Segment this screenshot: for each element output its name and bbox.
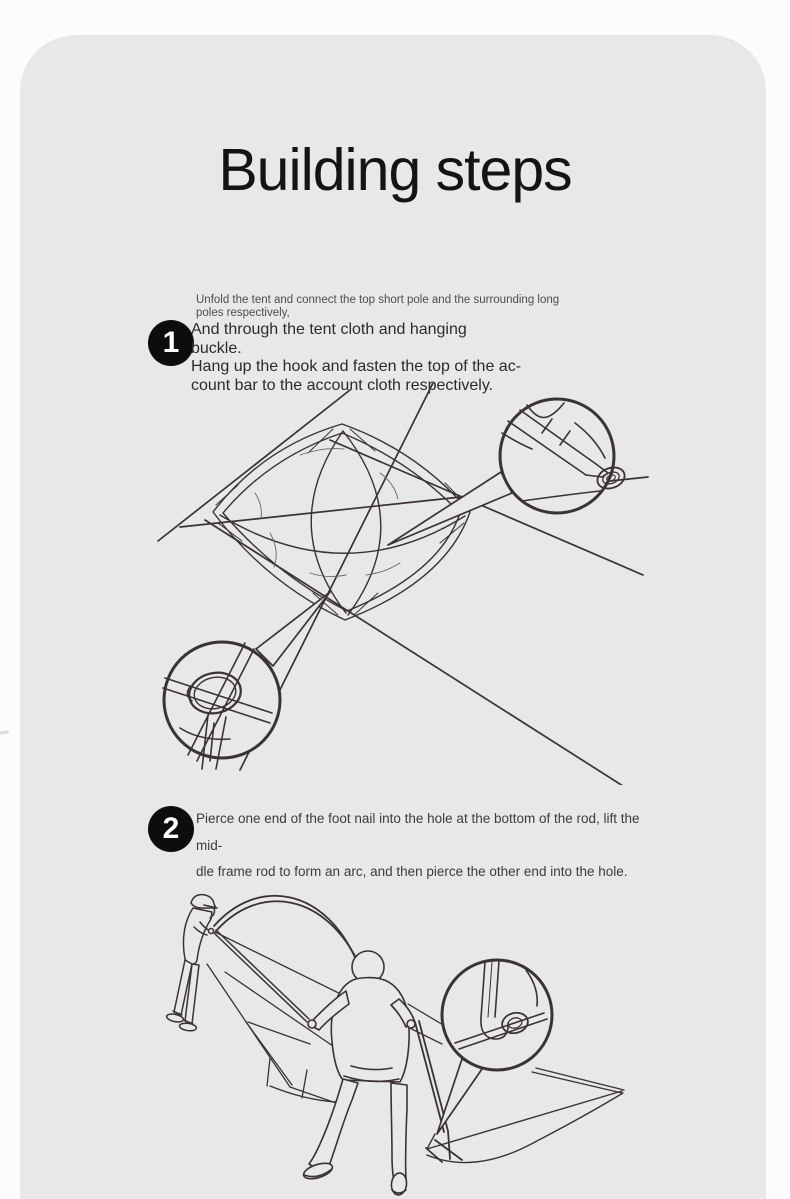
- person-left: [166, 895, 217, 1032]
- step-2-line: dle frame rod to form an arc, and then pierce the other end into the hole.: [196, 864, 628, 879]
- page-title: Building steps: [218, 137, 572, 203]
- magnifier-foot-nail: [437, 960, 552, 1134]
- step-1-line: And through the tent cloth and hanging buckle.: [191, 321, 467, 357]
- step-2-number: 2: [162, 812, 180, 845]
- step-1-note-line: Unfold the tent and connect the top short pole and the surrounding long: [196, 294, 560, 306]
- step-2-line: Pierce one end of the foot nail into the hole at the bottom of the rod, lift the mid-: [196, 811, 640, 853]
- step-1-number: 1: [162, 326, 180, 359]
- step-1-line: count bar to the account cloth respectively.: [191, 376, 494, 394]
- magnifier-corner-grommet: [163, 592, 330, 769]
- step-1-note: [196, 294, 616, 320]
- step-1-note-line: poles respectively,: [196, 307, 290, 319]
- step-1-badge: [148, 320, 194, 366]
- illustration-people-arc-pole: [130, 872, 702, 1199]
- step-1-line: Hang up the hook and fasten the top of the ac-: [191, 358, 522, 375]
- step-2-badge: [148, 806, 194, 852]
- person-center: [302, 951, 415, 1196]
- edge-stray-mark: [0, 730, 9, 734]
- magnifier-hook-pole-tip: [388, 399, 628, 545]
- illustration-tent-unfolded: [150, 383, 660, 785]
